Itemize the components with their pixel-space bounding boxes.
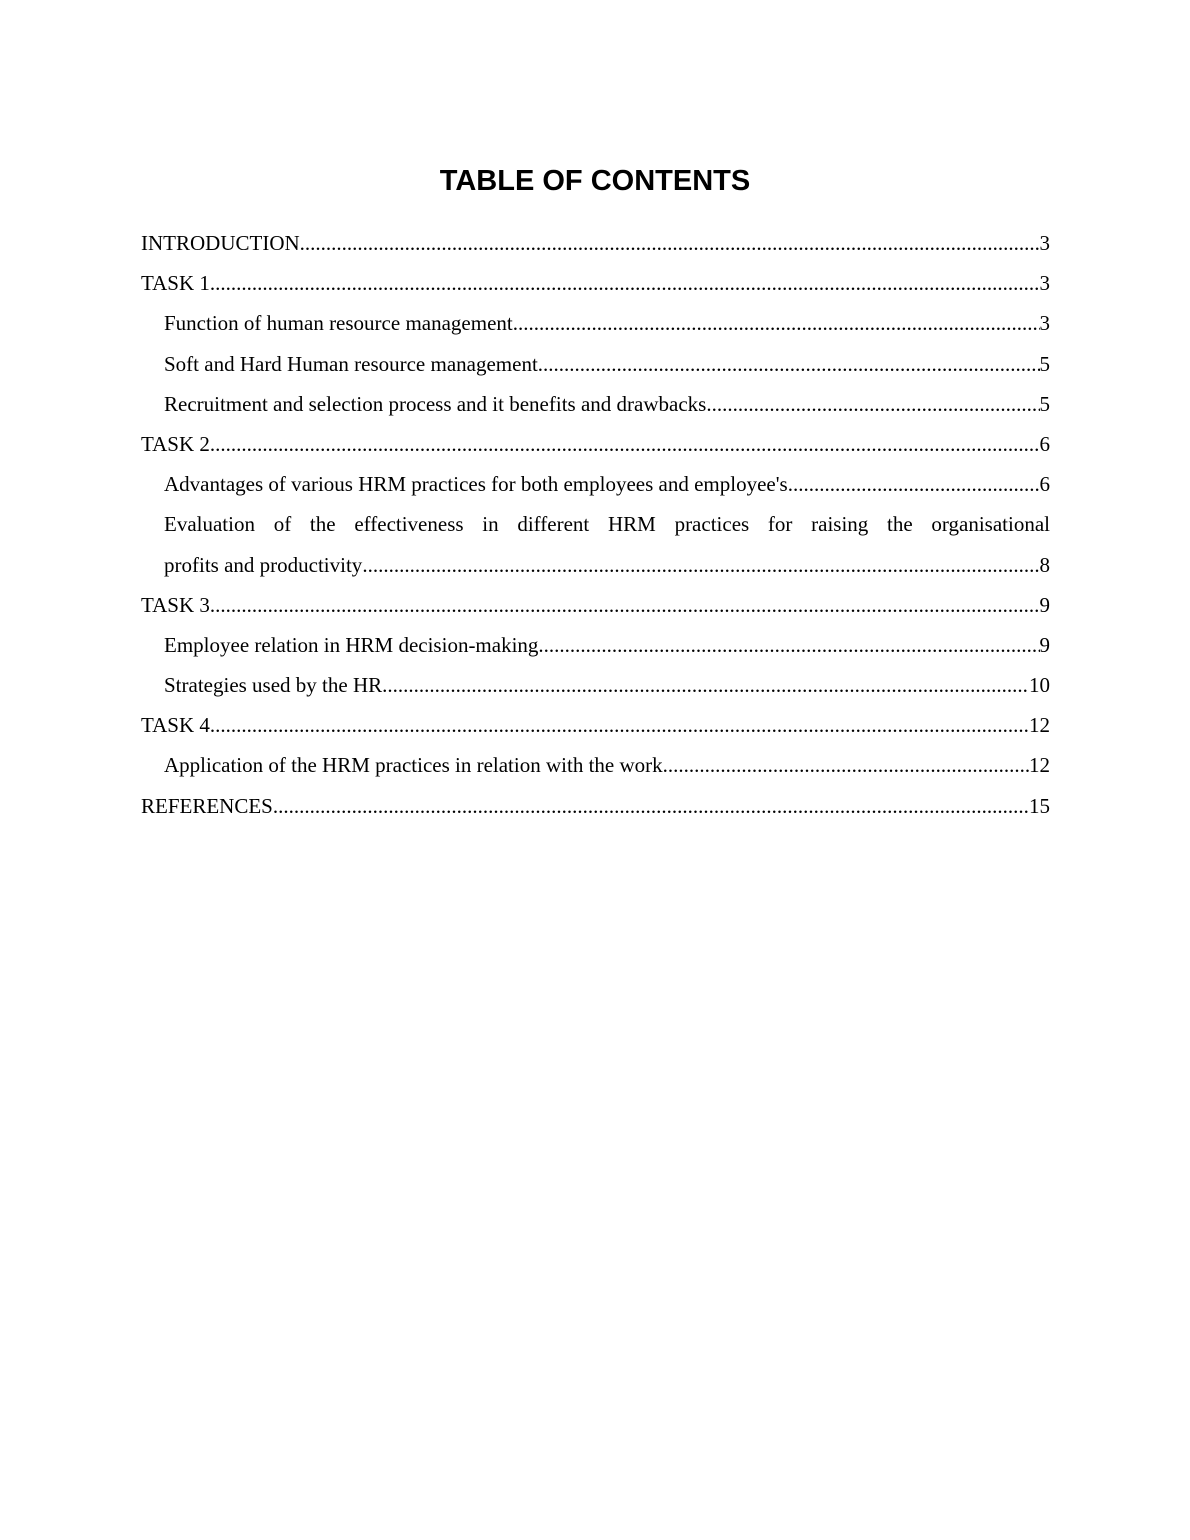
toc-entry-label: INTRODUCTION xyxy=(141,231,300,255)
toc-entry-task-2[interactable] xyxy=(141,424,1050,464)
toc-entry-page: 10 xyxy=(1029,673,1050,698)
toc-dot-leader xyxy=(300,223,1040,263)
toc-entry-label: Function of human resource management xyxy=(164,311,513,336)
toc-entry-page: 5 xyxy=(1039,391,1050,416)
toc-entry-label: Application of the HRM practices in relation with the work xyxy=(164,753,663,778)
toc-entry-strategies-hr[interactable] xyxy=(141,665,1050,705)
toc-entry-page: 3 xyxy=(1039,271,1050,296)
toc-entry-soft-hard-hrm[interactable] xyxy=(141,344,1050,384)
toc-entry-page: 15 xyxy=(1029,793,1050,818)
toc-entry-page: 6 xyxy=(1039,472,1050,497)
toc-entry-label-line2: profits and productivity xyxy=(164,552,363,577)
toc-dot-leader xyxy=(538,625,1039,665)
toc-dot-leader xyxy=(663,745,1029,785)
toc-entry-page: 9 xyxy=(1039,592,1050,617)
toc-entry-label: Strategies used by the HR xyxy=(164,673,383,698)
toc-entry-label: TASK 2 xyxy=(141,431,210,456)
toc-dot-leader xyxy=(210,424,1040,464)
toc-entry-page: 3 xyxy=(1039,231,1050,255)
toc-dot-leader xyxy=(362,545,1039,585)
toc-list xyxy=(141,223,1050,826)
toc-entry-evaluation-effectiveness[interactable] xyxy=(141,504,1050,584)
toc-title: TABLE OF CONTENTS xyxy=(439,165,751,197)
toc-entry-label: TASK 1 xyxy=(141,271,210,296)
toc-entry-application-hrm[interactable] xyxy=(141,745,1050,785)
toc-dot-leader xyxy=(273,786,1029,826)
toc-entry-page: 8 xyxy=(1039,552,1050,577)
toc-dot-leader xyxy=(210,705,1029,745)
toc-entry-label: Recruitment and selection process and it benefits and drawbacks xyxy=(164,391,707,416)
toc-entry-page: 6 xyxy=(1039,431,1050,456)
toc-dot-leader xyxy=(788,464,1040,504)
toc-entry-label: REFERENCES xyxy=(141,793,273,818)
toc-dot-leader xyxy=(382,665,1029,705)
toc-dot-leader xyxy=(210,585,1040,625)
toc-entry-label: TASK 3 xyxy=(141,592,210,617)
toc-entry-label: Soft and Hard Human resource management xyxy=(164,351,538,376)
toc-entry-employee-relation[interactable] xyxy=(141,625,1050,665)
toc-entry-label: TASK 4 xyxy=(141,713,210,738)
toc-entry-page: 12 xyxy=(1029,713,1050,738)
toc-entry-page: 9 xyxy=(1039,632,1050,657)
toc-dot-leader xyxy=(706,384,1039,424)
toc-entry-label: Employee relation in HRM decision-making xyxy=(164,632,539,657)
toc-entry-advantages-hrm[interactable] xyxy=(141,464,1050,504)
toc-entry-page: 5 xyxy=(1039,351,1050,376)
toc-entry-label: Advantages of various HRM practices for both employees and employee's xyxy=(164,472,788,497)
toc-dot-leader xyxy=(210,263,1040,303)
toc-entry-task-3[interactable] xyxy=(141,585,1050,625)
toc-dot-leader xyxy=(513,303,1040,343)
toc-entry-introduction[interactable] xyxy=(141,223,1050,263)
toc-entry-page: 12 xyxy=(1029,753,1050,778)
toc-entry-recruitment-selection[interactable] xyxy=(141,384,1050,424)
toc-entry-page: 3 xyxy=(1039,311,1050,336)
toc-entry-line2 xyxy=(164,545,1050,585)
toc-entry-task-4[interactable] xyxy=(141,705,1050,745)
toc-entry-label-line1: Evaluation of the effectiveness in different HRM practices for raising the organisational xyxy=(164,512,1050,537)
toc-dot-leader xyxy=(538,344,1040,384)
toc-entry-task-1[interactable] xyxy=(141,263,1050,303)
toc-entry-references[interactable] xyxy=(141,786,1050,826)
toc-entry-function-of-hrm[interactable] xyxy=(141,303,1050,343)
